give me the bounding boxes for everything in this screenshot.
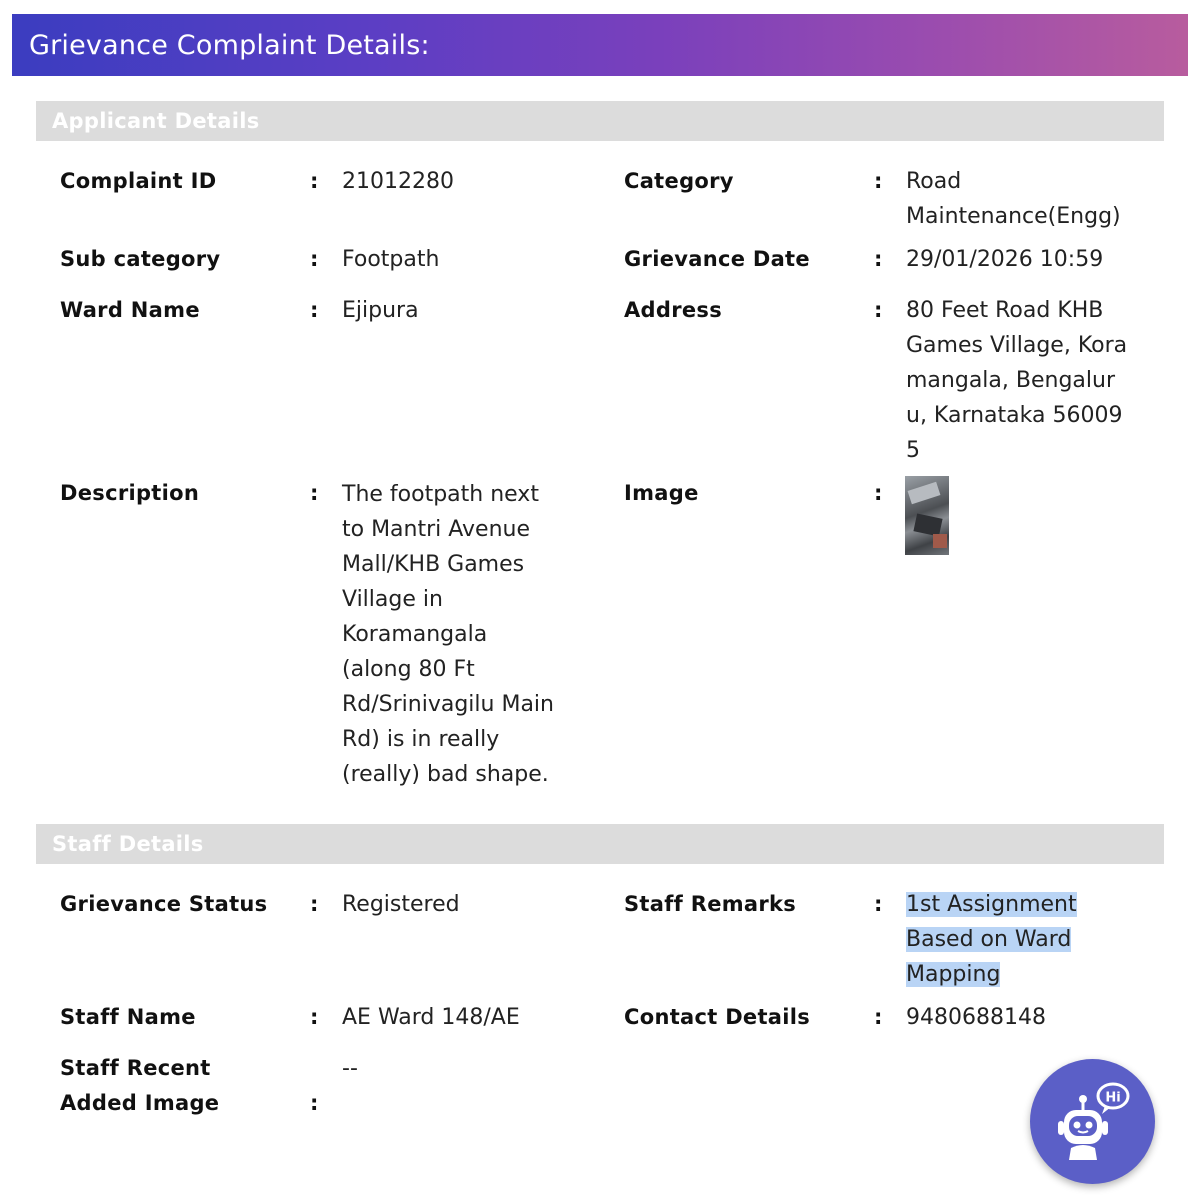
staff-recent-image-label-line: Staff Recent xyxy=(60,1056,211,1080)
robot-icon xyxy=(1047,1076,1139,1168)
ward-name-label: Ward Name xyxy=(60,298,200,322)
staff-remarks-colon: : xyxy=(874,892,883,916)
grievance-date-value: 29/01/2026 10:59 xyxy=(906,247,1104,272)
ward-name-colon: : xyxy=(310,298,319,322)
address-line: u, Karnataka 56009 xyxy=(906,403,1123,428)
address-colon: : xyxy=(874,298,883,322)
address-line: 5 xyxy=(906,438,920,463)
description-line: The footpath next xyxy=(342,482,539,507)
description-line: (along 80 Ft xyxy=(342,657,475,682)
description-value xyxy=(342,477,602,792)
description-line: Village in xyxy=(342,587,443,612)
category-colon: : xyxy=(874,169,883,193)
grievance-date-label: Grievance Date xyxy=(624,247,810,271)
category-value xyxy=(906,164,1146,234)
staff-section-title: Staff Details xyxy=(52,832,204,856)
address-label: Address xyxy=(624,298,723,322)
address-line: Games Village, Kora xyxy=(906,333,1128,358)
image-label: Image xyxy=(624,481,699,505)
address-value xyxy=(906,293,1146,468)
staff-name-value: AE Ward 148/AE xyxy=(342,1005,520,1030)
staff-recent-image-label-line: Added Image xyxy=(60,1091,220,1115)
contact-details-label: Contact Details xyxy=(624,1005,811,1029)
description-line: Rd) is in really xyxy=(342,727,500,752)
category-value-line: Maintenance(Engg) xyxy=(906,204,1121,229)
page-title: Grievance Complaint Details: xyxy=(29,29,430,61)
staff-remarks-value[interactable] xyxy=(906,887,1146,992)
description-line: to Mantri Avenue xyxy=(342,517,530,542)
staff-remarks-label: Staff Remarks xyxy=(624,892,797,916)
staff-remarks-line: 1st Assignment xyxy=(906,892,1077,917)
staff-section-header xyxy=(36,824,1164,864)
grievance-date-colon: : xyxy=(874,247,883,271)
image-colon: : xyxy=(874,481,883,505)
complaint-id-colon: : xyxy=(310,169,319,193)
chatbot-button[interactable] xyxy=(1030,1059,1155,1184)
page-header xyxy=(12,14,1188,76)
staff-name-colon: : xyxy=(310,1005,319,1029)
complaint-id-value: 21012280 xyxy=(342,169,454,194)
sub-category-label: Sub category xyxy=(60,247,221,271)
category-value-line: Road xyxy=(906,169,962,194)
description-label: Description xyxy=(60,481,200,505)
address-line: mangala, Bengalur xyxy=(906,368,1115,393)
complaint-image-thumbnail[interactable] xyxy=(905,476,949,555)
sub-category-value: Footpath xyxy=(342,247,440,272)
grievance-status-colon: : xyxy=(310,892,319,916)
contact-details-colon: : xyxy=(874,1005,883,1029)
chatbot-greeting: Hi xyxy=(1104,1090,1121,1105)
contact-details-value: 9480688148 xyxy=(906,1005,1046,1030)
staff-name-label: Staff Name xyxy=(60,1005,196,1029)
applicant-section-title: Applicant Details xyxy=(52,109,260,133)
applicant-section-header xyxy=(36,101,1164,141)
staff-recent-image-value: -- xyxy=(342,1056,358,1081)
staff-remarks-line: Mapping xyxy=(906,962,1001,987)
sub-category-colon: : xyxy=(310,247,319,271)
staff-recent-image-label xyxy=(60,1051,300,1121)
staff-recent-image-colon: : xyxy=(310,1091,319,1115)
description-colon: : xyxy=(310,481,319,505)
category-label: Category xyxy=(624,169,734,193)
description-line: Rd/Srinivagilu Main xyxy=(342,692,554,717)
complaint-id-label: Complaint ID xyxy=(60,169,217,193)
staff-remarks-line: Based on Ward xyxy=(906,927,1072,952)
description-line: Koramangala xyxy=(342,622,488,647)
description-line: Mall/KHB Games xyxy=(342,552,525,577)
address-line: 80 Feet Road KHB xyxy=(906,298,1104,323)
grievance-status-label: Grievance Status xyxy=(60,892,268,916)
ward-name-value: Ejipura xyxy=(342,298,419,323)
description-line: (really) bad shape. xyxy=(342,762,549,787)
speech-bubble-icon xyxy=(1098,1084,1128,1114)
grievance-status-value: Registered xyxy=(342,892,460,917)
